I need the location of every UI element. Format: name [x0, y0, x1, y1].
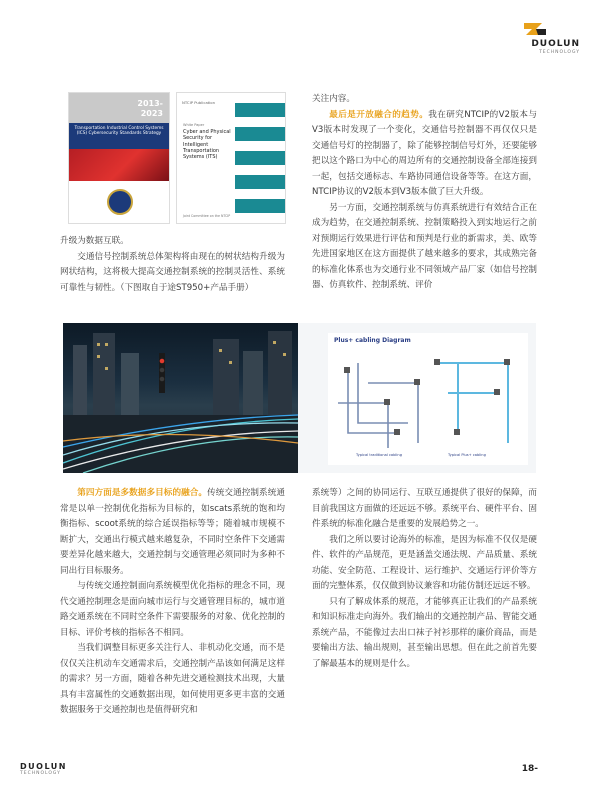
brand-sub: TECHNOLOGY — [539, 50, 580, 55]
section-lead: 第四方面是多数据多目标的融合。 — [77, 488, 208, 498]
right-bottom-column — [312, 486, 537, 672]
brand-logo — [490, 20, 580, 58]
paragraph: 升级为数据互联。 — [60, 236, 129, 246]
paragraph-body: 我在研究NTCIP的V2版本与V3版本时发现了一个变化，交通信号控制器不再仅仅只是交通信号灯的控制器了，除了能够控制信号灯外，还要能够把以这个路口为中心的周边所有的交通控制设备全部连接到一起，包括交通标志、车路协同通信设备等等。在这方面，NTCIP协议的V2版本到V3版本做了巨大升级。 — [312, 109, 537, 197]
paragraph: 关注内容。 — [312, 94, 355, 104]
paragraph — [60, 486, 285, 579]
city-night-scene-icon — [63, 323, 298, 473]
cabling-lines-icon — [328, 333, 528, 465]
book2-title: Cyber and Physical Security for Intelligent Transportation Systems (ITS) — [183, 129, 231, 161]
paragraph: 只有了解成体系的规范，才能够真正让我们的产品系统和知识标准走向海外。我们输出的交通控制产品、智能交通系统产品，不能像过去出口袜子衬衫那样的廉价商品，而是要输出方法、输出规则，甚至输出思想。但在此之前首先要了解最基本的规则是什么。 — [312, 596, 537, 669]
diagram-caption-right: Typical Plus+ cabling — [448, 453, 486, 457]
book2-footer: Joint Committee on the NTCIP — [183, 214, 231, 218]
paragraph-body: 传统交通控制系统通常是以单一控制优化指标为目标的，如scats系统的饱和均衡指标、scoot系统的综合延误指标等等；随着城市规模不断扩大，交通出行模式越来越复杂，不同时空条件下交通需要差异化越来越大，交通控制与交通管理必须同时为多种不同出行目标服务。 — [60, 488, 285, 576]
book1-title: Transportation Industrial Control Systems (ICS) Cybersecurity Standards Strategy — [74, 126, 164, 137]
paragraph: 系统等）之间的协同运行、互联互通提供了很好的保障，而目前我国这方面做的还远远不够。系统平台、硬件平台、固件系统的标准化融合是重要的发展趋势之一。 — [312, 488, 537, 529]
city-traffic-photo — [63, 323, 298, 473]
brand-name: DUOLUN — [531, 39, 580, 49]
paragraph: 与传统交通控制面向系统模型优化指标的理念不同，现代交通控制理念是面向城市运行与交通管理目标的，城市道路交通系统在不同时空条件下需要服务的对象、优化控制的目标、评价考核的指标各不相同。 — [60, 581, 285, 638]
book-cover-ntcip — [176, 92, 286, 224]
left-top-column — [60, 234, 285, 296]
book2-subtitle: White Paper — [183, 123, 205, 127]
banner-figure — [63, 323, 536, 473]
paragraph: 当我们调整目标更多关注行人、非机动化交通，而不是仅仅关注机动车交通需求后，交通控制产品该如何满足这样的需求？另一方面，随着各种先进交通检测技术出现，大量具有丰富属性的交通数据出现，如何使用更多更丰富的交通数据服务于交通控制也是值得研究和 — [60, 643, 285, 715]
book1-years: 2013- 2023 — [137, 99, 163, 118]
paragraph: 交通信号控制系统总体架构将由现在的树状结构升级为网状结构，这将极大提高交通控制系统的控制灵活性、系统可靠性与韧性。（下图取自于途ST950+产品手册） — [60, 251, 285, 293]
diagram-caption-left: Typical traditional cabling — [356, 453, 402, 457]
brand-mark-icon — [522, 20, 550, 38]
ntcip-logo — [235, 93, 285, 223]
book-cover-ics-strategy — [68, 92, 170, 224]
section-lead: 最后是开放融合的趋势。 — [329, 109, 429, 120]
paragraph — [312, 108, 537, 201]
dhs-seal-icon — [107, 189, 133, 215]
paragraph: 另一方面，交通控制系统与仿真系统进行有效结合正在成为趋势，在交通控制系统、控制策略投入到实地运行之前对预期运行效果进行评估和预判是行业的新需求，美、欧等先进国家地区在这方面提供了越来越多的要求，其成熟完备的标准化体系也为交通行业不同领域产品厂家（如信号控制器、仿真软件、控制系统、评价 — [312, 202, 537, 290]
diagram-title: Plus+ cabling Diagram — [334, 337, 411, 344]
footer-brand-name: DUOLUN — [20, 762, 67, 771]
book2-header: NTCIP Publication — [182, 100, 216, 105]
book-covers-figure — [60, 92, 288, 227]
left-bottom-column — [60, 486, 285, 719]
footer-logo — [20, 762, 67, 776]
paragraph: 我们之所以要讨论海外的标准，是因为标准不仅仅是硬件、软件的产品规范，更是涵盖交通法规、产品质量、系统功能、安全防范、工程设计、运行维护、交通运行评价等方面的完整体系，仅仅做到协议兼容和功能仿制还远远不够。 — [312, 534, 537, 591]
page-number: 18- — [521, 764, 538, 774]
right-top-column — [312, 92, 537, 294]
footer-brand-sub: TECHNOLOGY — [20, 771, 61, 776]
cabling-diagram — [328, 333, 528, 465]
